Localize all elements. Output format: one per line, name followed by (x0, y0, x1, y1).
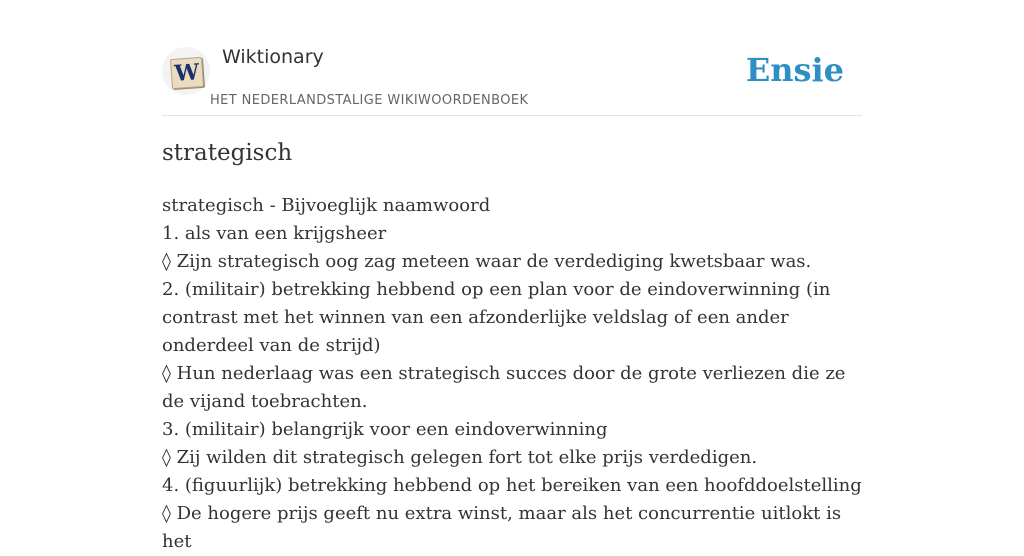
definition-example: ◊ De hogere prijs geeft nu extra winst, maar als het concurrentie uitlokt is het (162, 503, 842, 552)
definition-example: ◊ Hun nederlaag was een strategisch succes door de grote verliezen die ze de vijand toebrachten. (162, 363, 846, 412)
site-name[interactable]: Wiktionary (222, 46, 324, 68)
definition-item: 3. (militair) belangrijk voor een eindoverwinning (162, 419, 608, 440)
definition-example: ◊ Zijn strategisch oog zag meteen waar de verdediging kwetsbaar was. (162, 251, 812, 272)
site-tagline: HET NEDERLANDSTALIGE WIKIWOORDENBOEK (210, 93, 529, 108)
definition-item: 1. als van een krijgsheer (162, 223, 387, 244)
definition-item: 4. (figuurlijk) betrekking hebbend op het bereiken van een hoofddoelstelling (162, 475, 862, 496)
wiktionary-logo-icon[interactable] (162, 47, 210, 95)
logo-letter: W (170, 57, 204, 89)
definition-list (162, 192, 862, 556)
definition-example: ◊ Zij wilden dit strategisch gelegen fort tot elke prijs verdedigen. (162, 447, 758, 468)
ensie-brand-link[interactable]: Ensie (745, 51, 844, 89)
definition-heading: strategisch - Bijvoeglijk naamwoord (162, 195, 491, 216)
site-header (162, 44, 862, 116)
definition-item: 2. (militair) betrekking hebbend op een plan voor de eindoverwinning (in contrast met het winnen van een afzonderlijke veldslag of een ander onderdeel van de strijd) (162, 279, 831, 356)
page-title: strategisch (162, 140, 293, 166)
